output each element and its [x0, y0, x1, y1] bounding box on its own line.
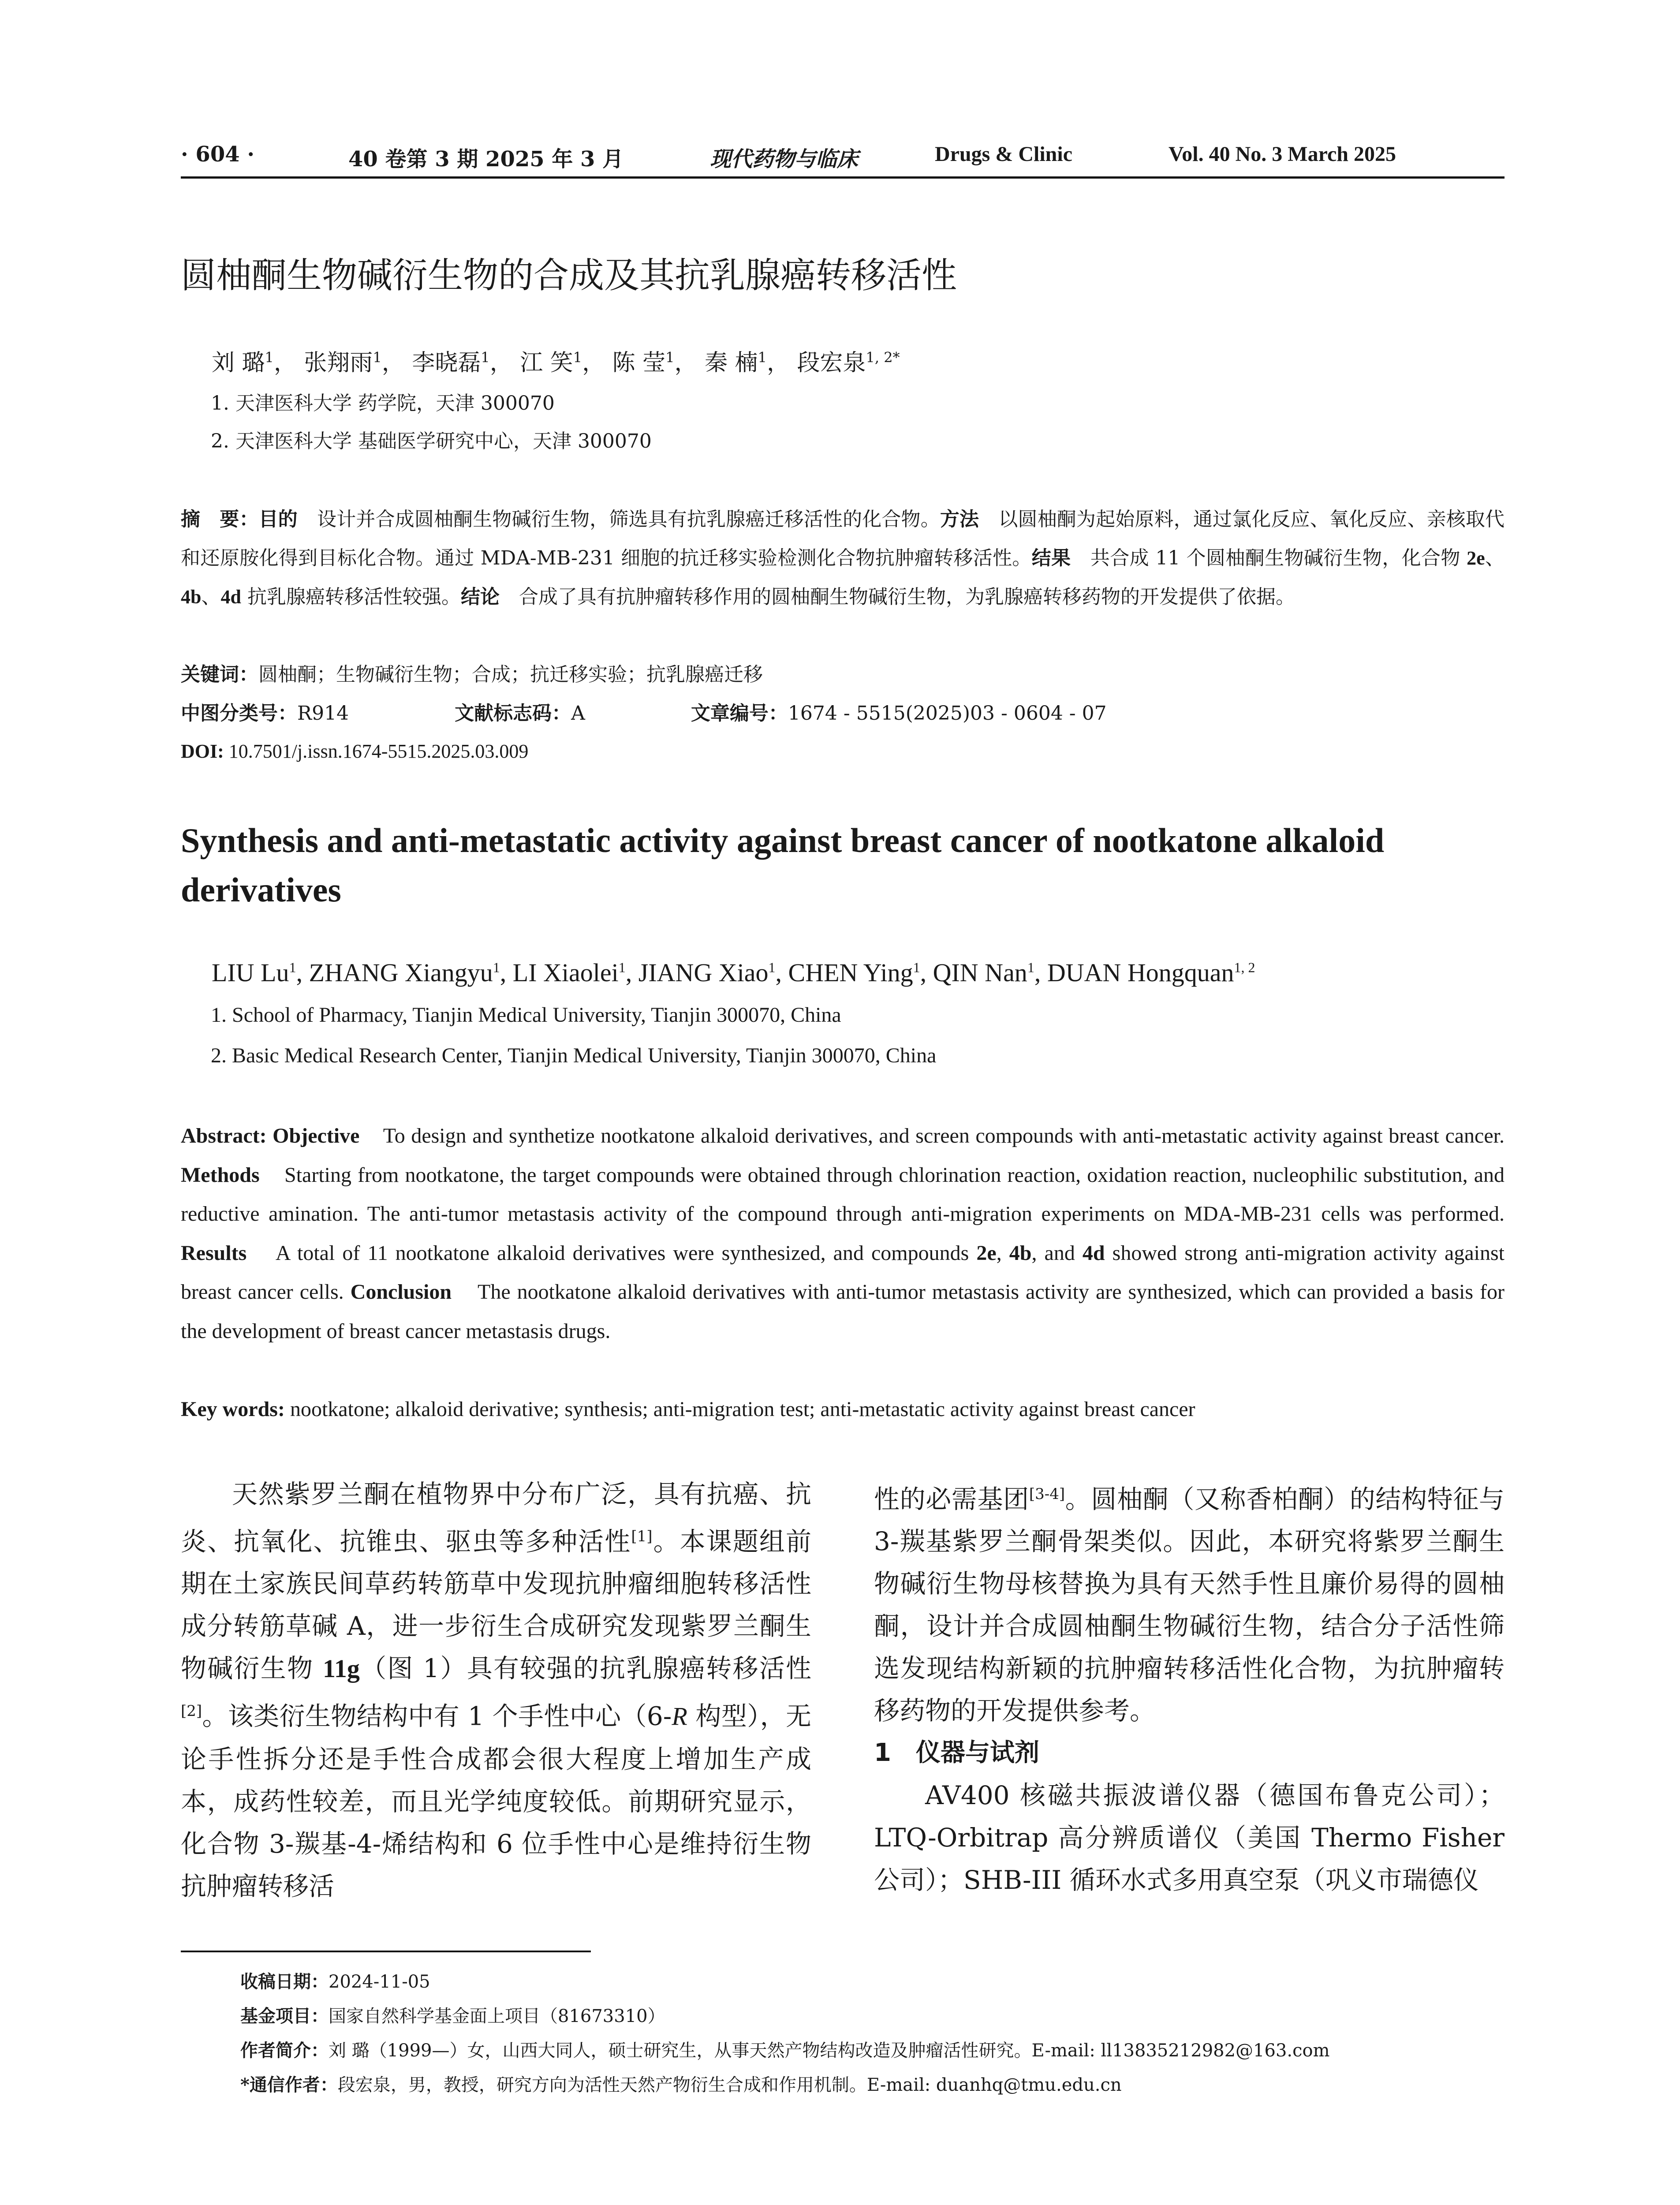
author-en: QIN Nan [933, 958, 1027, 987]
author-mark: 1, 2* [866, 349, 900, 366]
footnote-corresponding [240, 2071, 1122, 2096]
doi-value: 10.7501/j.issn.1674-5515.2025.03.009 [224, 740, 529, 762]
compound-ref: 4b [1009, 1241, 1032, 1265]
author-mark: 1 [618, 959, 626, 975]
separator: , and [1031, 1241, 1083, 1265]
author-mark: 1 [573, 349, 582, 366]
results-text: A total of 11 nootkatone alkaloid derivatives were synthesized, and compounds [275, 1241, 977, 1265]
footnote-rule [181, 1951, 591, 1952]
header-rule [181, 176, 1505, 179]
body-column-left [181, 1473, 811, 1907]
keywords-cn [181, 655, 1505, 694]
author-cn: 李晓磊 [412, 350, 481, 376]
author-cn: 张翔雨 [304, 350, 373, 376]
compound-ref: 2e [976, 1241, 997, 1265]
doi-line [181, 732, 1505, 771]
keywords-en-text: nootkatone; alkaloid derivative; synthesis; anti-migration test; anti-metastatic activity against breast cancer [284, 1398, 1195, 1421]
body-paragraph: AV400 核磁共振波谱仪器（德国布鲁克公司）；LTQ-Orbitrap 高分辨质谱仪（美国 Thermo Fisher 公司）；SHB-III 循环水式多用真空泵（巩义市瑞德仪 [874, 1780, 1505, 1895]
compound-ref: 2e [1467, 547, 1485, 569]
journal-name-cn: 现代药物与临床 [710, 147, 859, 172]
methods-text: 以圆柚酮为起始原料，通过氯化反应、氧化反应、亲核取代和还原胺化得到目标化合物。通过 MDA-MB-231 细胞的抗迁移实验检测化合物抗肿瘤转移活性。 [181, 508, 1505, 569]
body-paragraph: 性的必需基团[3-4]。圆柚酮（又称香柏酮）的结构特征与 3-羰基紫罗兰酮骨架类似。因此，本研究将紫罗兰酮生物碱衍生物母核替换为具有天然手性且廉价易得的圆柚酮，设计并合成圆柚酮生物碱衍生物，结合分子活性筛选发现结构新颖的抗肿瘤转移活性化合物，为抗肿瘤转移药物的开发提供参考。 [874, 1484, 1505, 1726]
footnote-received [240, 1968, 430, 1993]
compound-ref: 11g [323, 1654, 360, 1683]
body-column-right [874, 1473, 1505, 1901]
footnote-author-bio [240, 2037, 1330, 2062]
methods-label: Methods [181, 1163, 260, 1187]
results-text-end: showed strong anti-migration activity against breast cancer cells. [181, 1241, 1505, 1304]
stereo-descriptor: R [672, 1702, 687, 1731]
corr-text: 段宏泉，男，教授，研究方向为活性天然产物衍生合成和作用机制。E-mail: duanhq@tmu.edu.cn [337, 2075, 1122, 2095]
section-heading: 1 仪器与试剂 [874, 1738, 1039, 1768]
doc-code-value: A [571, 702, 585, 725]
author-mark: 1 [289, 959, 296, 975]
conclusion-label: Conclusion [350, 1280, 452, 1304]
keywords-cn-label: 关键词： [181, 663, 258, 686]
separator: 、 [1485, 547, 1505, 569]
corr-label: *通信作者： [240, 2074, 338, 2095]
issue-en: Vol. 40 No. 3 March 2025 [1169, 142, 1396, 166]
abstract-en-label: Abstract: [181, 1124, 267, 1147]
conclusion-label: 结论 [460, 586, 500, 608]
compound-ref: 4b [181, 586, 202, 608]
received-label: 收稿日期： [240, 1971, 329, 1992]
author-cn: 江 笑 [520, 350, 573, 376]
affiliation-cn-2: 2. 天津医科大学 基础医学研究中心，天津 300070 [211, 430, 652, 452]
author-mark: 1 [913, 959, 920, 975]
compound-ref: 4d [1082, 1241, 1105, 1265]
author-mark: 1 [493, 959, 500, 975]
compound-ref: 4d [220, 586, 241, 608]
author-en: CHEN Ying [788, 958, 913, 987]
authors-cn: 刘 璐$^1$， 张翔雨$^1$， 李晓磊$^1$， 江 笑$^1$， 陈 莹$^1$， 秦 楠$^1$， 段宏泉$^{1, 2*}$ [212, 349, 900, 376]
footnote-fund [240, 2002, 665, 2027]
fund-text: 国家自然科学基金面上项目（81673310） [329, 2006, 665, 2026]
author-mark: 1 [758, 349, 767, 366]
clc-value: R914 [297, 702, 349, 725]
bio-label: 作者简介： [240, 2040, 329, 2061]
author-cn: 秦 楠 [705, 350, 758, 376]
author-mark: 1 [373, 349, 382, 366]
issue-cn: 40 卷第 3 期 2025 年 3 月 [348, 147, 624, 172]
affiliation-cn-1: 1. 天津医科大学 药学院，天津 300070 [211, 392, 555, 415]
author-en: DUAN Hongquan [1047, 958, 1234, 987]
bio-text: 刘 璐（1999—）女，山西大同人，硕士研究生，从事天然产物结构改造及肿瘤活性研究。E-mail: ll13835212982@163.com [329, 2041, 1330, 2061]
affiliation-en-1: 1. School of Pharmacy, Tianjin Medical University, Tianjin 300070, China [211, 1003, 841, 1027]
fund-label: 基金项目： [240, 2006, 329, 2026]
citation: [3-4] [1029, 1485, 1065, 1503]
results-text: 共合成 11 个圆柚酮生物碱衍生物，化合物 [1090, 547, 1467, 569]
methods-text: Starting from nootkatone, the target compounds were obtained through chlorination reaction, oxidation reaction, nucleophilic substitution, and reductive amination. The anti-tumor metastasis activity of the compound through anti-migration experiments on MDA-MB-231 cells was performed. [181, 1163, 1505, 1226]
keywords-en-label: Key words: [181, 1398, 285, 1421]
author-mark: 1 [265, 349, 274, 366]
doc-code-label: 文献标志码： [455, 702, 571, 725]
abstract-en [181, 1117, 1505, 1351]
author-cn: 刘 璐 [212, 350, 265, 376]
author-en: LIU Lu [212, 958, 289, 987]
classification-line [181, 694, 1505, 733]
abstract-cn-label: 摘 要： [181, 508, 259, 531]
doi-label: DOI: [181, 740, 224, 762]
author-mark: 1 [768, 959, 776, 975]
results-label: 结果 [1031, 547, 1071, 569]
article-no-value: 1674 - 5515(2025)03 - 0604 - 07 [788, 702, 1107, 725]
objective-label: Objective [273, 1124, 360, 1147]
journal-name-en: Drugs & Clinic [935, 142, 1072, 166]
received-date: 2024-11-05 [329, 1972, 430, 1992]
objective-text: To design and synthetize nootkatone alkaloid derivatives, and screen compounds with anti-metastatic activity against breast cancer. [383, 1124, 1505, 1147]
keywords-cn-text: 圆柚酮；生物碱衍生物；合成；抗迁移实验；抗乳腺癌迁移 [258, 663, 763, 686]
body-paragraph: 天然紫罗兰酮在植物界中分布广泛，具有抗癌、抗炎、抗氧化、抗锥虫、驱虫等多种活性[1]。本课题组前期在土家族民间草药转筋草中发现抗肿瘤细胞转移活性成分转筋草碱 A，进一步衍生合成研究发现紫罗兰酮生物碱衍生物 11g（图 1）具有较强的抗乳腺癌转移活性[2]。该类衍生物结构中有 1 个手性中心（6-R 构型），无论手性拆分还是手性合成都会很大程度上增加生产成本，成药性较差，而且光学纯度较低。前期研究显示，化合物 3-羰基-4-烯结构和 6 位手性中心是维持衍生物抗肿瘤转移活 [181, 1479, 812, 1901]
author-cn: 陈 莹 [612, 350, 666, 376]
affiliation-en-2: 2. Basic Medical Research Center, Tianjin Medical University, Tianjin 300070, China [211, 1044, 937, 1067]
author-en: LI Xiaolei [512, 958, 619, 987]
author-mark: 1 [665, 349, 675, 366]
separator: 、 [201, 586, 221, 608]
objective-text: 设计并合成圆柚酮生物碱衍生物，筛选具有抗乳腺癌迁移活性的化合物。 [317, 508, 940, 531]
author-cn: 段宏泉 [797, 350, 866, 376]
citation: [2] [181, 1702, 202, 1720]
results-label: Results [181, 1241, 247, 1265]
author-mark: 1, 2 [1234, 959, 1255, 975]
objective-label: 目的 [258, 508, 298, 531]
author-en: ZHANG Xiangyu [309, 958, 493, 987]
title-en: Synthesis and anti-metastatic activity against breast cancer of nootkatone alkaloid derivatives [181, 821, 1385, 909]
abstract-cn [181, 500, 1505, 617]
keywords-en [181, 1390, 1505, 1429]
separator: , [996, 1241, 1009, 1265]
author-mark: 1 [1027, 959, 1034, 975]
author-mark: 1 [481, 349, 490, 366]
conclusion-text: 合成了具有抗肿瘤转移作用的圆柚酮生物碱衍生物，为乳腺癌转移药物的开发提供了依据。 [519, 586, 1295, 608]
author-en: JIANG Xiao [638, 958, 769, 987]
conclusion-text: The nootkatone alkaloid derivatives with anti-tumor metastasis activity are synthesized, which can provided a basis for the development of breast cancer metastasis drugs. [181, 1280, 1505, 1343]
clc-label: 中图分类号： [181, 702, 297, 725]
methods-label: 方法 [940, 508, 979, 531]
authors-en: LIU Lu$^1$, ZHANG Xiangyu$^1$, LI Xiaolei$^1$, JIANG Xiao$^1$, CHEN Ying$^1$, QIN Nan$^1$, DUAN Hongquan$^{1, 2}$ [212, 958, 1255, 987]
title-cn: 圆柚酮生物碱衍生物的合成及其抗乳腺癌转移活性 [181, 255, 957, 296]
citation: [1] [631, 1528, 653, 1545]
results-text-end: 抗乳腺癌转移活性较强。 [241, 586, 461, 608]
article-no-label: 文章编号： [691, 702, 788, 725]
page-number: · 604 · [181, 142, 255, 167]
